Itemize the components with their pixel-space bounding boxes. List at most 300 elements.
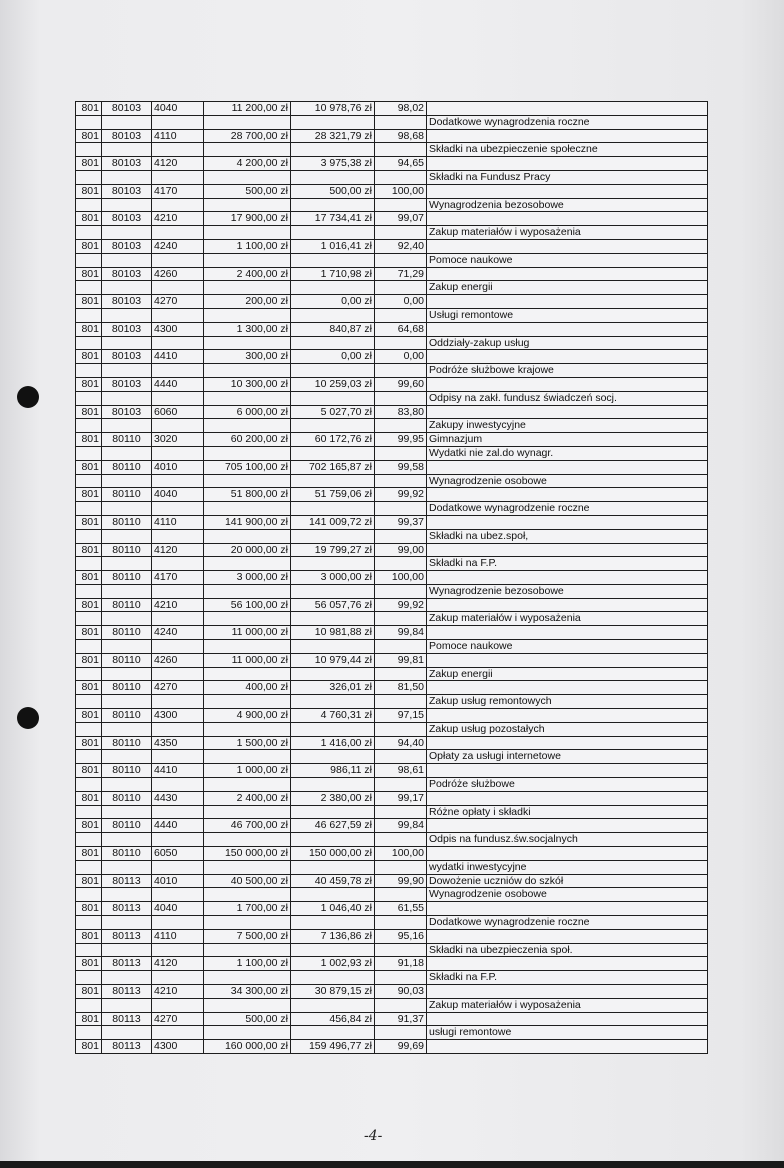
percent-cell [375,888,427,902]
table-row [76,184,708,198]
chapter-cell: 80110 [102,791,152,805]
percent-cell: 61,55 [375,902,427,916]
description-cell: Dodatkowe wynagrodzenia roczne [427,115,708,129]
execution-amount-cell: 10 259,03 zł [291,377,375,391]
table-row [76,681,708,695]
paragraph-cell [152,474,204,488]
table-row [76,529,708,543]
description-cell: Podróże służbowe krajowe [427,364,708,378]
description-cell [427,929,708,943]
table-row [76,667,708,681]
chapter-cell [102,860,152,874]
percent-cell: 99,90 [375,874,427,888]
execution-amount-cell [291,198,375,212]
description-cell [427,571,708,585]
plan-amount-cell: 1 300,00 zł [204,322,291,336]
table-row [76,267,708,281]
plan-amount-cell: 51 800,00 zł [204,488,291,502]
percent-cell: 98,02 [375,102,427,116]
description-cell: Dowożenie uczniów do szkół [427,874,708,888]
plan-amount-cell [204,612,291,626]
percent-cell [375,750,427,764]
section-cell [76,943,102,957]
table-row [76,1012,708,1026]
description-cell [427,985,708,999]
plan-amount-cell: 500,00 zł [204,1012,291,1026]
execution-amount-cell [291,860,375,874]
section-cell [76,419,102,433]
plan-amount-cell [204,391,291,405]
plan-amount-cell: 1 100,00 zł [204,957,291,971]
paragraph-cell: 4110 [152,929,204,943]
chapter-cell [102,226,152,240]
percent-cell: 98,68 [375,129,427,143]
percent-cell [375,860,427,874]
table-row [76,1040,708,1054]
section-cell: 801 [76,350,102,364]
table-row [76,157,708,171]
description-cell: Odpisy na zakł. fundusz świadczeń socj. [427,391,708,405]
chapter-cell: 80113 [102,957,152,971]
plan-amount-cell [204,943,291,957]
chapter-cell: 80110 [102,543,152,557]
table-row [76,102,708,116]
chapter-cell: 80103 [102,157,152,171]
execution-amount-cell: 1 416,00 zł [291,736,375,750]
description-cell: Składki na ubezpieczenia społ. [427,943,708,957]
paragraph-cell [152,143,204,157]
execution-amount-cell [291,971,375,985]
execution-amount-cell [291,916,375,930]
description-cell: Składki na F.P. [427,971,708,985]
section-cell: 801 [76,571,102,585]
execution-amount-cell [291,667,375,681]
execution-amount-cell: 51 759,06 zł [291,488,375,502]
section-cell: 801 [76,322,102,336]
plan-amount-cell: 2 400,00 zł [204,791,291,805]
paragraph-cell: 4040 [152,102,204,116]
chapter-cell [102,971,152,985]
execution-amount-cell: 7 136,86 zł [291,929,375,943]
paragraph-cell [152,971,204,985]
table-row [76,281,708,295]
table-row [76,460,708,474]
plan-amount-cell [204,170,291,184]
chapter-cell [102,778,152,792]
description-cell [427,322,708,336]
paragraph-cell [152,584,204,598]
plan-amount-cell [204,916,291,930]
section-cell: 801 [76,957,102,971]
description-cell [427,764,708,778]
section-cell: 801 [76,433,102,447]
percent-cell [375,502,427,516]
percent-cell [375,640,427,654]
table-row [76,488,708,502]
percent-cell [375,612,427,626]
chapter-cell [102,474,152,488]
chapter-cell: 80113 [102,874,152,888]
table-row [76,874,708,888]
section-cell [76,584,102,598]
section-cell: 801 [76,405,102,419]
paragraph-cell: 4410 [152,764,204,778]
paragraph-cell: 4270 [152,1012,204,1026]
percent-cell [375,115,427,129]
description-cell: usługi remontowe [427,1026,708,1040]
section-cell: 801 [76,184,102,198]
percent-cell: 64,68 [375,322,427,336]
chapter-cell [102,364,152,378]
punch-hole-lower [17,707,39,729]
chapter-cell: 80103 [102,239,152,253]
section-cell [76,308,102,322]
chapter-cell: 80110 [102,681,152,695]
section-cell [76,778,102,792]
execution-amount-cell: 0,00 zł [291,350,375,364]
execution-amount-cell [291,364,375,378]
execution-amount-cell [291,695,375,709]
execution-amount-cell: 40 459,78 zł [291,874,375,888]
paragraph-cell [152,557,204,571]
plan-amount-cell [204,529,291,543]
section-cell [76,336,102,350]
plan-amount-cell: 400,00 zł [204,681,291,695]
paragraph-cell: 4210 [152,598,204,612]
paragraph-cell: 4260 [152,653,204,667]
description-cell: Zakup usług pozostałych [427,722,708,736]
plan-amount-cell: 4 200,00 zł [204,157,291,171]
table-row [76,653,708,667]
description-cell: Zakup energii [427,281,708,295]
paragraph-cell: 4270 [152,295,204,309]
chapter-cell [102,446,152,460]
table-row [76,502,708,516]
section-cell: 801 [76,212,102,226]
paragraph-cell [152,722,204,736]
paragraph-cell [152,943,204,957]
plan-amount-cell [204,281,291,295]
section-cell: 801 [76,764,102,778]
table-row [76,239,708,253]
section-cell: 801 [76,653,102,667]
paragraph-cell: 6060 [152,405,204,419]
description-cell [427,653,708,667]
chapter-cell: 80110 [102,764,152,778]
percent-cell [375,557,427,571]
section-cell: 801 [76,985,102,999]
table-row [76,902,708,916]
description-cell: Składki na ubezpieczenie społeczne [427,143,708,157]
paragraph-cell: 4300 [152,709,204,723]
section-cell [76,1026,102,1040]
percent-cell: 99,37 [375,515,427,529]
paragraph-cell [152,281,204,295]
chapter-cell [102,722,152,736]
plan-amount-cell: 160 000,00 zł [204,1040,291,1054]
percent-cell [375,474,427,488]
paragraph-cell [152,391,204,405]
description-cell: Oddziały-zakup usług [427,336,708,350]
paragraph-cell: 4040 [152,488,204,502]
table-row [76,998,708,1012]
chapter-cell: 80110 [102,488,152,502]
table-row [76,957,708,971]
plan-amount-cell: 1 700,00 zł [204,902,291,916]
percent-cell: 94,65 [375,157,427,171]
chapter-cell: 80110 [102,433,152,447]
description-cell: Zakup materiałów i wyposażenia [427,998,708,1012]
plan-amount-cell: 20 000,00 zł [204,543,291,557]
execution-amount-cell: 0,00 zł [291,295,375,309]
percent-cell [375,419,427,433]
plan-amount-cell [204,750,291,764]
plan-amount-cell [204,695,291,709]
table-row [76,847,708,861]
percent-cell [375,281,427,295]
table-row [76,364,708,378]
section-cell: 801 [76,460,102,474]
table-row [76,626,708,640]
plan-amount-cell: 11 000,00 zł [204,626,291,640]
chapter-cell: 80110 [102,515,152,529]
percent-cell [375,916,427,930]
description-cell: Wynagrodzenie bezosobowe [427,584,708,598]
description-cell [427,460,708,474]
table-row [76,433,708,447]
chapter-cell: 80113 [102,985,152,999]
execution-amount-cell: 3 975,38 zł [291,157,375,171]
table-row [76,377,708,391]
page-number: -4- [364,1128,383,1144]
section-cell [76,722,102,736]
chapter-cell [102,805,152,819]
chapter-cell [102,584,152,598]
execution-amount-cell: 5 027,70 zł [291,405,375,419]
table-row [76,778,708,792]
description-cell [427,295,708,309]
description-cell: Odpis na fundusz.św.socjalnych [427,833,708,847]
section-cell [76,391,102,405]
chapter-cell [102,640,152,654]
chapter-cell [102,115,152,129]
plan-amount-cell: 34 300,00 zł [204,985,291,999]
percent-cell [375,143,427,157]
percent-cell [375,998,427,1012]
execution-amount-cell: 4 760,31 zł [291,709,375,723]
paragraph-cell: 4010 [152,460,204,474]
paragraph-cell: 4120 [152,157,204,171]
section-cell [76,281,102,295]
description-cell: Gimnazjum [427,433,708,447]
execution-amount-cell: 1 046,40 zł [291,902,375,916]
plan-amount-cell [204,998,291,1012]
chapter-cell [102,336,152,350]
percent-cell: 81,50 [375,681,427,695]
section-cell: 801 [76,791,102,805]
chapter-cell [102,557,152,571]
percent-cell [375,805,427,819]
section-cell [76,226,102,240]
table-row [76,391,708,405]
description-cell: Opłaty za usługi internetowe [427,750,708,764]
percent-cell: 100,00 [375,847,427,861]
plan-amount-cell: 4 900,00 zł [204,709,291,723]
description-cell [427,709,708,723]
section-cell: 801 [76,377,102,391]
chapter-cell [102,281,152,295]
paragraph-cell [152,888,204,902]
description-cell: Pomoce naukowe [427,253,708,267]
table-row [76,985,708,999]
table-row [76,791,708,805]
paragraph-cell: 4350 [152,736,204,750]
percent-cell: 94,40 [375,736,427,750]
chapter-cell: 80113 [102,1012,152,1026]
table-row [76,929,708,943]
execution-amount-cell [291,446,375,460]
table-row [76,888,708,902]
section-cell: 801 [76,239,102,253]
paragraph-cell: 4240 [152,239,204,253]
plan-amount-cell: 200,00 zł [204,295,291,309]
chapter-cell [102,750,152,764]
percent-cell: 91,37 [375,1012,427,1026]
percent-cell [375,391,427,405]
plan-amount-cell [204,860,291,874]
execution-amount-cell: 60 172,76 zł [291,433,375,447]
section-cell: 801 [76,709,102,723]
section-cell: 801 [76,157,102,171]
table-row [76,446,708,460]
paragraph-cell [152,170,204,184]
plan-amount-cell [204,584,291,598]
description-cell [427,1040,708,1054]
execution-amount-cell [291,336,375,350]
plan-amount-cell: 3 000,00 zł [204,571,291,585]
chapter-cell: 80103 [102,184,152,198]
paragraph-cell [152,198,204,212]
section-cell [76,529,102,543]
section-cell [76,198,102,212]
plan-amount-cell [204,778,291,792]
table-row [76,350,708,364]
section-cell: 801 [76,267,102,281]
section-cell [76,502,102,516]
paragraph-cell [152,336,204,350]
paragraph-cell: 4210 [152,212,204,226]
execution-amount-cell [291,419,375,433]
plan-amount-cell [204,833,291,847]
plan-amount-cell [204,419,291,433]
paragraph-cell: 4110 [152,515,204,529]
execution-amount-cell: 1 016,41 zł [291,239,375,253]
execution-amount-cell [291,640,375,654]
plan-amount-cell [204,115,291,129]
paragraph-cell [152,916,204,930]
description-cell [427,212,708,226]
table-row [76,419,708,433]
chapter-cell: 80110 [102,598,152,612]
percent-cell [375,446,427,460]
chapter-cell [102,529,152,543]
percent-cell: 0,00 [375,295,427,309]
plan-amount-cell: 46 700,00 zł [204,819,291,833]
description-cell [427,791,708,805]
plan-amount-cell: 10 300,00 zł [204,377,291,391]
execution-amount-cell [291,474,375,488]
percent-cell: 99,84 [375,626,427,640]
paragraph-cell [152,833,204,847]
section-cell [76,557,102,571]
paragraph-cell [152,750,204,764]
chapter-cell [102,695,152,709]
plan-amount-cell: 705 100,00 zł [204,460,291,474]
percent-cell [375,722,427,736]
percent-cell [375,971,427,985]
description-cell: Pomoce naukowe [427,640,708,654]
plan-amount-cell: 2 400,00 zł [204,267,291,281]
section-cell [76,833,102,847]
chapter-cell [102,170,152,184]
execution-amount-cell: 159 496,77 zł [291,1040,375,1054]
table-body [76,102,708,1054]
chapter-cell [102,667,152,681]
table-row [76,474,708,488]
paragraph-cell [152,308,204,322]
paragraph-cell [152,640,204,654]
description-cell [427,736,708,750]
plan-amount-cell: 7 500,00 zł [204,929,291,943]
description-cell [427,515,708,529]
chapter-cell: 80113 [102,1040,152,1054]
chapter-cell: 80103 [102,377,152,391]
execution-amount-cell: 500,00 zł [291,184,375,198]
description-cell: Dodatkowe wynagrodzenie roczne [427,502,708,516]
execution-amount-cell: 10 979,44 zł [291,653,375,667]
chapter-cell [102,308,152,322]
description-cell [427,626,708,640]
chapter-cell [102,198,152,212]
section-cell [76,364,102,378]
budget-expenditure-table [75,101,708,1054]
plan-amount-cell: 40 500,00 zł [204,874,291,888]
description-cell [427,102,708,116]
paragraph-cell [152,253,204,267]
section-cell: 801 [76,543,102,557]
percent-cell [375,695,427,709]
execution-amount-cell [291,115,375,129]
percent-cell: 99,17 [375,791,427,805]
paragraph-cell [152,998,204,1012]
chapter-cell: 80103 [102,405,152,419]
section-cell [76,667,102,681]
plan-amount-cell: 150 000,00 zł [204,847,291,861]
description-cell [427,239,708,253]
section-cell [76,750,102,764]
execution-amount-cell: 141 009,72 zł [291,515,375,529]
execution-amount-cell: 150 000,00 zł [291,847,375,861]
plan-amount-cell [204,446,291,460]
section-cell [76,640,102,654]
chapter-cell: 80110 [102,709,152,723]
punch-hole-upper [17,386,39,408]
execution-amount-cell [291,998,375,1012]
execution-amount-cell: 46 627,59 zł [291,819,375,833]
description-cell: Zakup materiałów i wyposażenia [427,612,708,626]
chapter-cell: 80110 [102,847,152,861]
paragraph-cell [152,860,204,874]
